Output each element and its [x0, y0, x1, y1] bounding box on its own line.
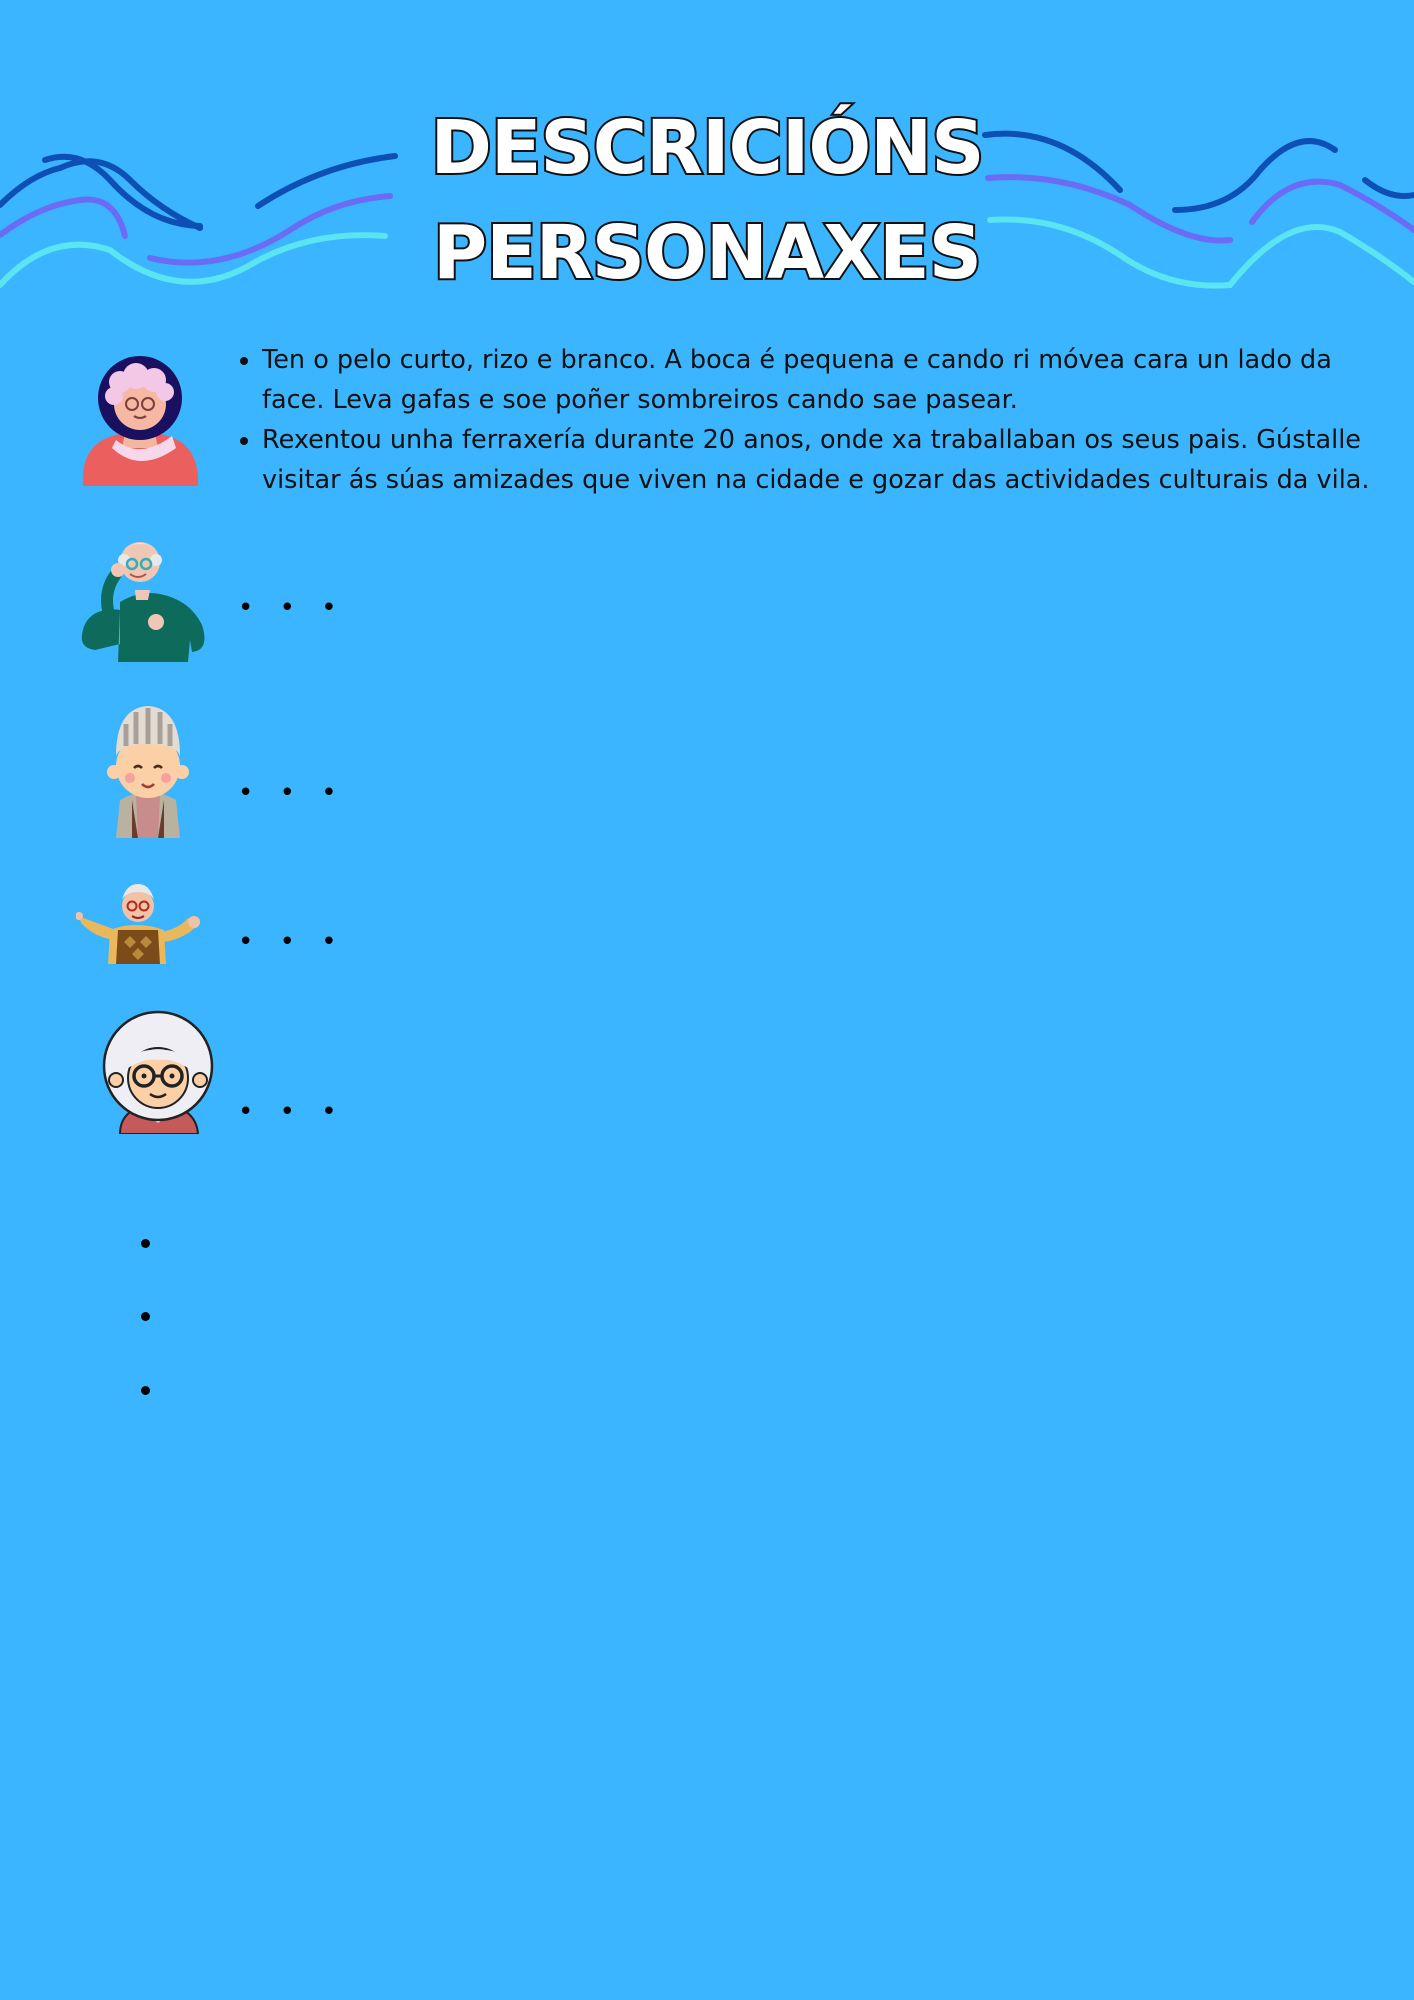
grandfather-pointing-icon	[76, 878, 202, 964]
page-title-line1: DESCRICIÓNS	[430, 105, 984, 191]
empty-bullet	[141, 1239, 150, 1248]
page-title	[0, 96, 1414, 306]
grandfather-green-sweater-icon	[80, 540, 210, 662]
grandmother-striped-hat-icon	[102, 700, 194, 838]
empty-bullet	[141, 1312, 150, 1321]
placeholder-dots: • • •	[238, 778, 346, 808]
grandmother-glasses-icon	[102, 1008, 216, 1134]
list-item: • Rexentou unha ferraxería durante 20 anos, onde xa traballaban os seus pais. Gústalle visitar ás súas amizades que viven na cidade e gozar das actividades culturais da vila.	[262, 420, 1402, 500]
grandmother-pink-hair-icon	[80, 356, 200, 488]
placeholder-dots: • • •	[238, 927, 346, 957]
list-item: • Ten o pelo curto, rizo e branco. A boca é pequena e cando ri móvea cara un lado da face. Leva gafas e soe poñer sombreiros cando sae pasear.	[262, 340, 1402, 420]
page-title-line2: PERSONAXES	[432, 210, 982, 296]
empty-bullet	[141, 1386, 150, 1395]
character-1-description	[230, 340, 1402, 500]
placeholder-dots: • • •	[238, 1097, 346, 1127]
placeholder-dots: • • •	[238, 593, 346, 623]
